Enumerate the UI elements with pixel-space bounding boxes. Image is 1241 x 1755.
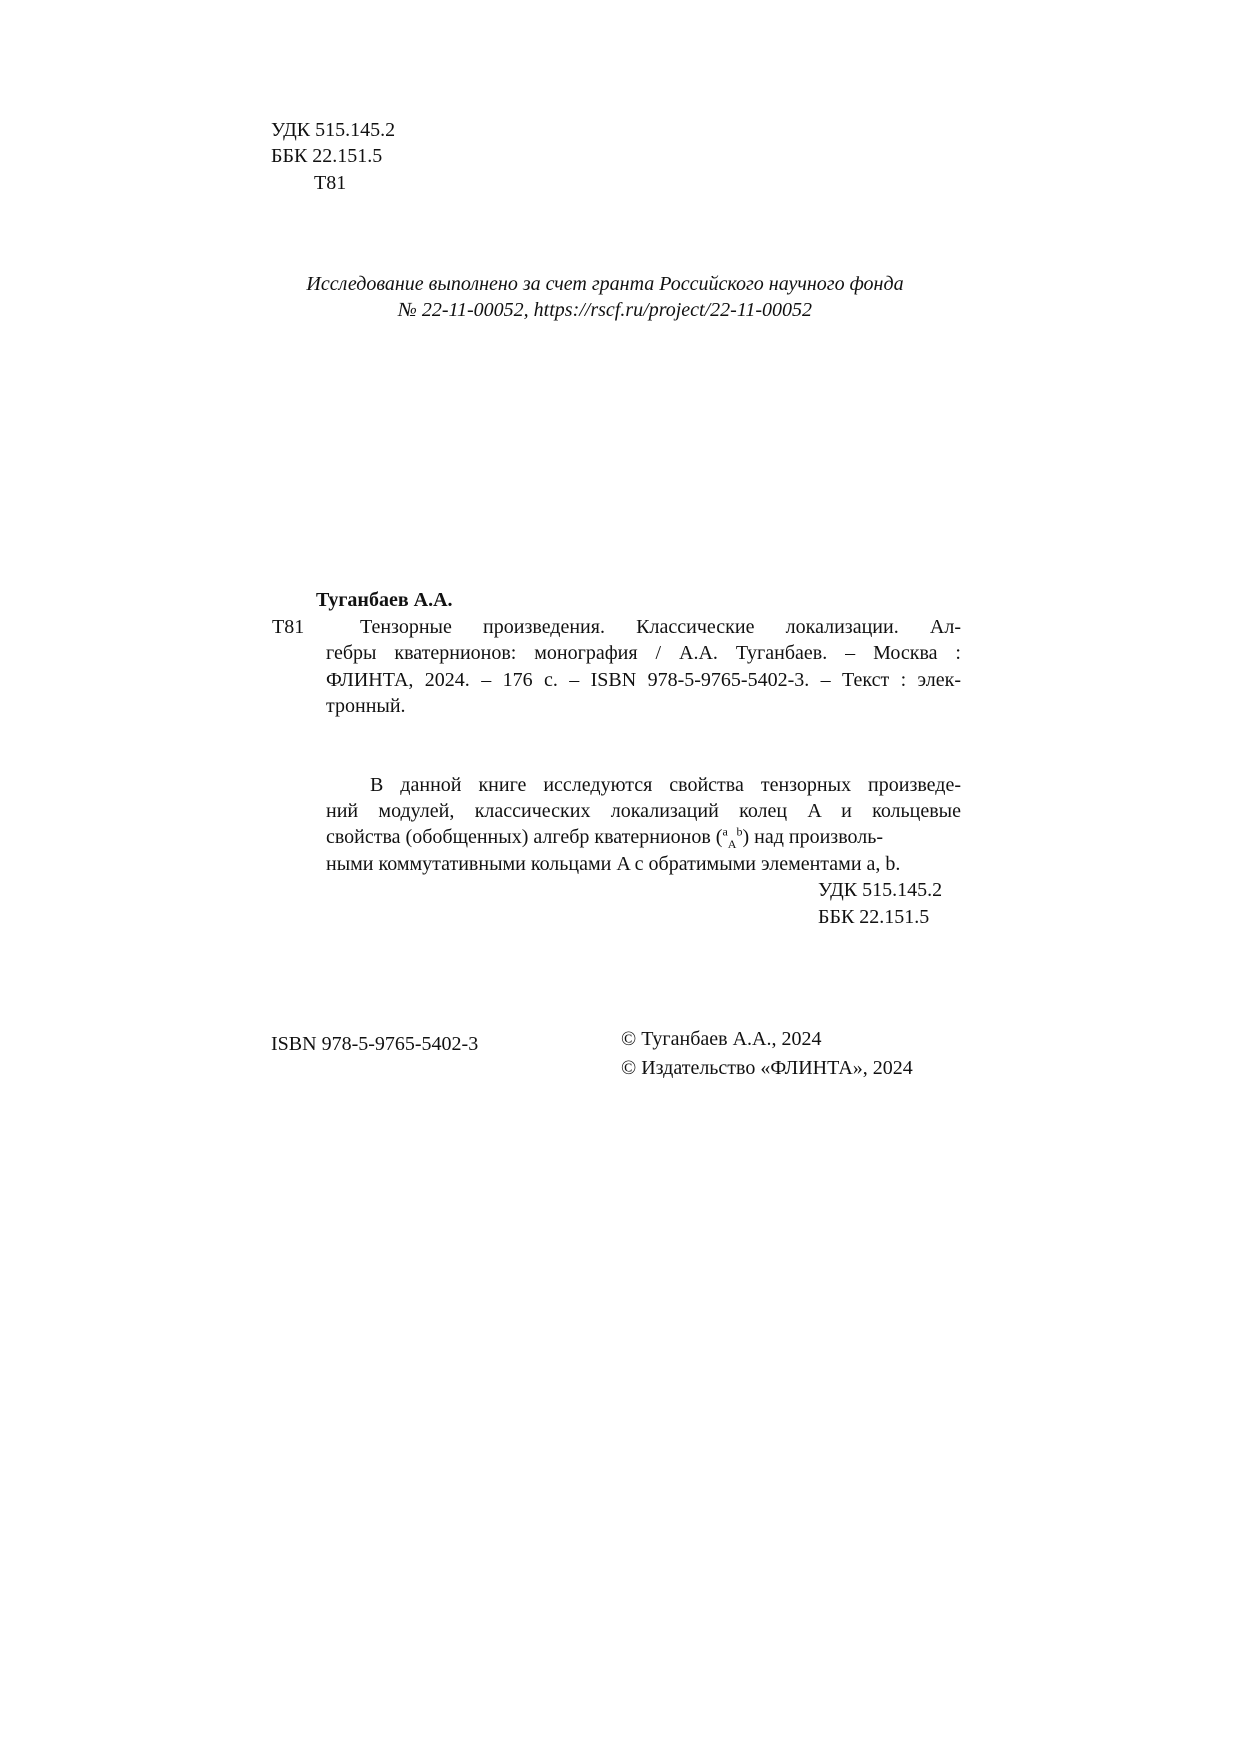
entry-line-1: Тензорные произведения. Классические локализации. Ал- [360, 616, 961, 638]
copyright-publisher: © Издательство «ФЛИНТА», 2024 [621, 1057, 913, 1079]
annotation-line-4: ными коммутативными кольцами A с обратимыми элементами a, b. [326, 853, 901, 875]
entry-line-3: ФЛИНТА, 2024. – 176 с. – ISBN 978-5-9765-5402-3. – Текст : элек- [326, 669, 961, 691]
annotation-line-2: ний модулей, классических локализаций колец A и кольцевые [326, 800, 961, 822]
entry-author-mark: Т81 [272, 616, 305, 638]
udk-code: УДК 515.145.2 [271, 119, 396, 141]
quaternion-param-a: a [722, 824, 728, 839]
annotation-line-1: В данной книге исследуются свойства тензорных произведе- [370, 774, 961, 796]
udk-code-bottom: УДК 515.145.2 [818, 879, 943, 901]
entry-line-4: тронный. [326, 695, 406, 717]
annotation-line-3-tail: ) над произволь- [742, 826, 883, 848]
annotation-line-3 [326, 824, 961, 850]
entry-line-2: гебры кватернионов: монография / А.А. Туганбаев. – Москва : [326, 642, 961, 664]
bbk-code-bottom: ББК 22.151.5 [818, 906, 930, 928]
grant-note [272, 271, 938, 323]
annotation-line-3-part-1 [326, 824, 883, 850]
isbn: ISBN 978-5-9765-5402-3 [271, 1033, 479, 1055]
quaternion-ring: A [727, 837, 737, 850]
quaternion-param-b: b [736, 824, 743, 839]
copyright-author: © Туганбаев А.А., 2024 [621, 1028, 822, 1050]
bbk-code: ББК 22.151.5 [271, 145, 383, 167]
grant-note-line-1: Исследование выполнено за счет гранта Российского научного фонда [306, 273, 904, 295]
author-mark: Т81 [314, 172, 347, 194]
grant-note-line-2: № 22-11-00052, https://rscf.ru/project/22-11-00052 [397, 299, 812, 321]
entry-author: Туганбаев А.А. [316, 589, 453, 611]
annotation-line-3-text: свойства (обобщенных) алгебр кватернионов ( [326, 826, 723, 848]
